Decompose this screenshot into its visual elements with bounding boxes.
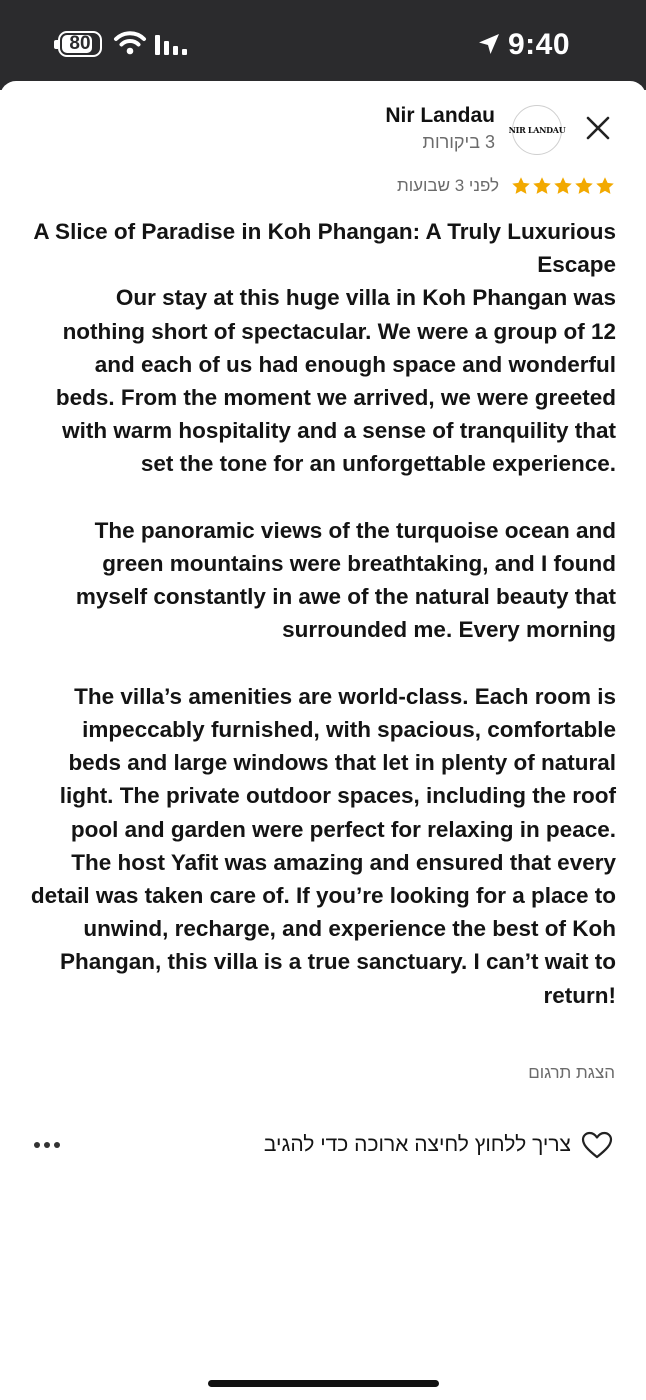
battery-icon [58,31,102,57]
status-bar [0,0,646,90]
close-button[interactable] [580,110,616,146]
battery-level: 80 [69,33,91,54]
review-paragraph: The villa’s amenities are world-class. Each room is impeccably furnished, with spacious, comfortable beds and large windows that let in plenty of natural light. The private outdoor spaces, including the roof pool and garden were perfect for relaxing in peace. The host Yafit was amazing and ensured that every detail was taken care of. If you’re looking for a place to unwind, recharge, and experience the best of Koh Phangan, this villa is a true sanctuary. I can’t wait to return! [30,683,616,1008]
status-time: 9:40 [508,28,571,61]
close-icon [585,115,611,141]
rating-row [397,176,615,196]
reviewer-avatar[interactable] [508,105,566,155]
review-date: לפני 3 שבועות [396,176,499,195]
review-paragraph: The panoramic views of the turquoise ocean and green mountains were breathtaking, and I found myself constantly in awe of the natural beauty that surrounded me. Every morning [75,517,616,643]
star-rating [511,176,615,196]
like-hint-text: צריך ללחוץ לחיצה ארוכה כדי להגיב [263,1133,571,1156]
star-icon [532,176,552,196]
more-options-button[interactable] [34,1136,60,1154]
show-translation-link[interactable]: הצגת תרגום [528,1063,615,1082]
like-button[interactable] [264,1131,613,1159]
heart-icon [581,1131,613,1159]
review-text [30,215,616,1012]
star-icon [574,176,594,196]
star-icon [553,176,573,196]
avatar-logo: NIR LANDAU [508,125,566,135]
review-paragraph: Our stay at this huge villa in Koh Phangan was nothing short of spectacular. We were a group of 12 and each of us had enough space and wonderful beds. From the moment we arrived, we were greeted with warm hospitality and a sense of tranquility that set the tone for an unforgettable experience. [55,285,616,477]
cellular-signal-icon [155,33,187,55]
wifi-icon [114,30,146,56]
star-icon [511,176,531,196]
home-indicator[interactable] [208,1380,439,1387]
reviewer-review-count: 3 ביקורות [422,132,495,152]
reviewer-name[interactable]: Nir Landau [385,104,495,127]
location-arrow-icon [477,32,501,56]
star-icon [595,176,615,196]
review-title: A Slice of Paradise in Koh Phangan: A Truly Luxurious Escape [33,219,616,278]
